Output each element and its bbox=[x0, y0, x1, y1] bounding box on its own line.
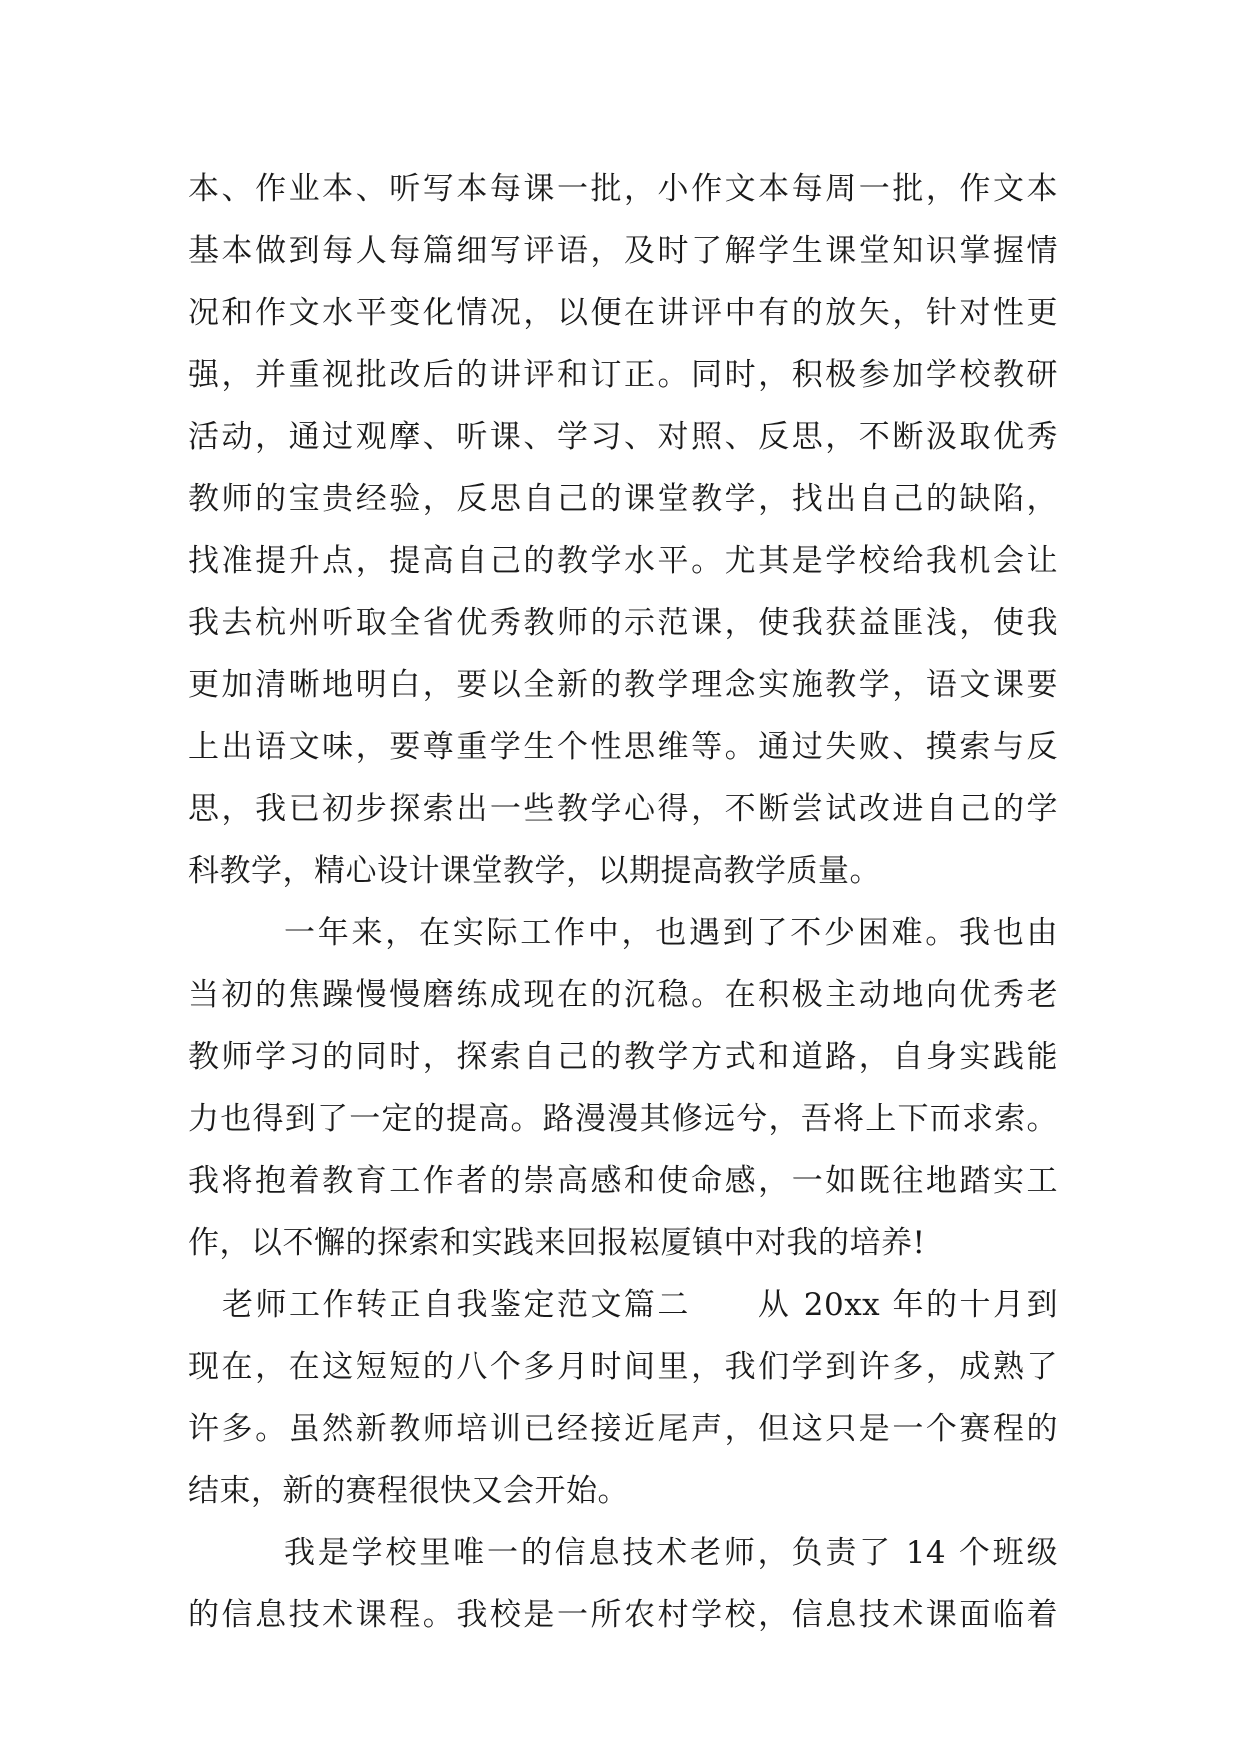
text-line: 力也得到了一定的提高。路漫漫其修远兮，吾将上下而求索。 bbox=[188, 1101, 1058, 1137]
text-line: 现在，在这短短的八个多月时间里，我们学到许多，成熟了 bbox=[188, 1349, 1058, 1385]
text-line: 的信息技术课程。我校是一所农村学校，信息技术课面临着 bbox=[188, 1597, 1058, 1633]
text-line: 找准提升点，提高自己的教学水平。尤其是学校给我机会让 bbox=[188, 543, 1058, 579]
text-line: 上出语文味，要尊重学生个性思维等。通过失败、摸索与反 bbox=[188, 729, 1058, 765]
text-line-paragraph-end: 科教学，精心设计课堂教学，以期提高教学质量。 bbox=[188, 853, 881, 889]
text-line: 许多。虽然新教师培训已经接近尾声，但这只是一个赛程的 bbox=[188, 1411, 1058, 1447]
section-heading-line: 老师工作转正自我鉴定范文篇二 从 20xx 年的十月到 bbox=[222, 1287, 1058, 1323]
text-line: 强，并重视批改后的讲评和订正。同时，积极参加学校教研 bbox=[188, 357, 1058, 393]
text-line-paragraph-start: 一年来，在实际工作中，也遇到了不少困难。我也由 bbox=[284, 915, 1058, 951]
text-line-paragraph-end: 作，以不懈的探索和实践来回报崧厦镇中对我的培养! bbox=[188, 1225, 926, 1261]
text-line: 更加清晰地明白，要以全新的教学理念实施教学，语文课要 bbox=[188, 667, 1058, 703]
text-line-paragraph-start: 我是学校里唯一的信息技术老师，负责了 14 个班级 bbox=[284, 1535, 1058, 1571]
text-line: 当初的焦躁慢慢磨练成现在的沉稳。在积极主动地向优秀老 bbox=[188, 977, 1058, 1013]
text-line: 基本做到每人每篇细写评语，及时了解学生课堂知识掌握情 bbox=[188, 233, 1058, 269]
text-line: 活动，通过观摩、听课、学习、对照、反思，不断汲取优秀 bbox=[188, 419, 1058, 455]
text-line-paragraph-end: 结束，新的赛程很快又会开始。 bbox=[188, 1473, 629, 1509]
text-line: 我去杭州听取全省优秀教师的示范课，使我获益匪浅，使我 bbox=[188, 605, 1058, 641]
text-line: 思，我已初步探索出一些教学心得，不断尝试改进自己的学 bbox=[188, 791, 1058, 827]
text-line: 教师学习的同时，探索自己的教学方式和道路，自身实践能 bbox=[188, 1039, 1058, 1075]
document-body bbox=[188, 158, 1058, 1646]
text-line: 教师的宝贵经验，反思自己的课堂教学，找出自己的缺陷， bbox=[188, 481, 1058, 517]
text-line: 况和作文水平变化情况，以便在讲评中有的放矢，针对性更 bbox=[188, 295, 1058, 331]
text-line: 本、作业本、听写本每课一批，小作文本每周一批，作文本 bbox=[188, 171, 1058, 207]
text-line: 我将抱着教育工作者的崇高感和使命感，一如既往地踏实工 bbox=[188, 1163, 1058, 1199]
